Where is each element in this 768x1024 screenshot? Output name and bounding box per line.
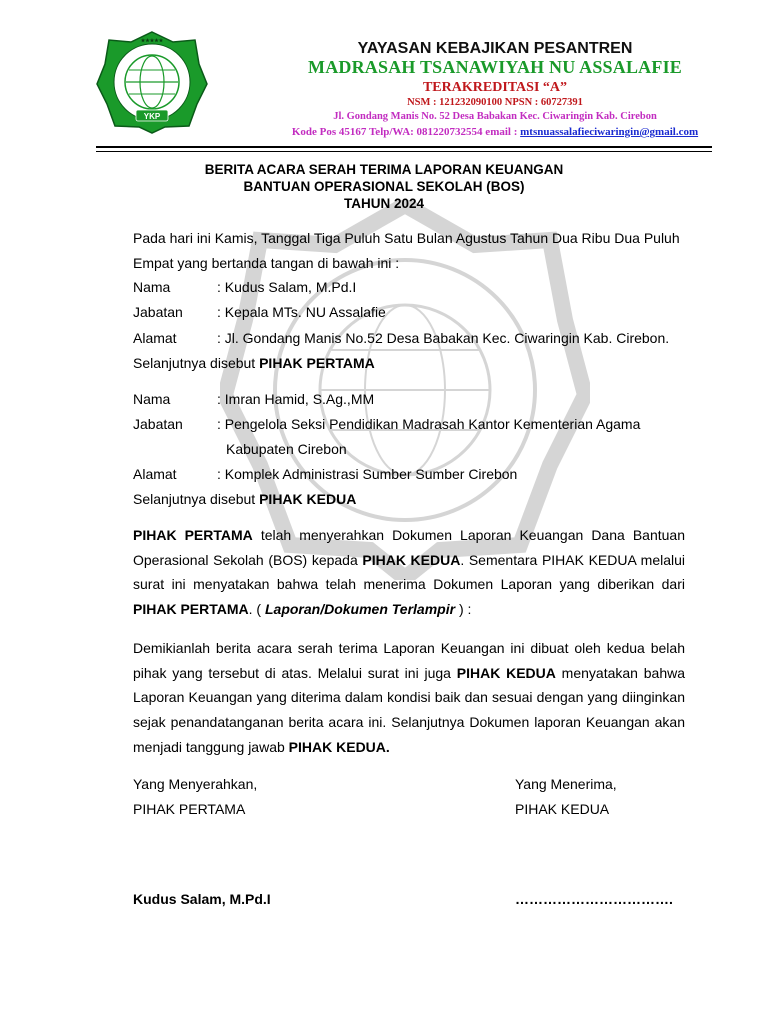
school-logo: [95, 30, 209, 134]
sig-left-role: Yang Menyerahkan,: [133, 776, 258, 792]
sig-left-party: PIHAK PERTAMA: [133, 801, 246, 817]
p1-referred: Selanjutnya disebut PIHAK PERTAMA: [133, 355, 375, 371]
p1-address-label: Alamat: [133, 330, 177, 346]
svg-text:★★★★★: ★★★★★: [140, 38, 164, 44]
sig-right-role: Yang Menerima,: [515, 776, 617, 792]
intro-line1: Pada hari ini Kamis, Tanggal Tiga Puluh Satu Bulan Agustus Tahun Dua Ribu Dua Puluh: [133, 230, 680, 246]
doc-title-line1: BERITA ACARA SERAH TERIMA LAPORAN KEUANGAN: [204, 162, 564, 177]
p2-name-label: Nama: [133, 391, 171, 407]
school-contact: Kode Pos 45167 Telp/WA: 081220732554 email : mtsnuassalafieciwaringin@gmail.com: [291, 126, 699, 138]
paragraph-closing: Demikianlah berita acara serah terima Laporan Keuangan ini dibuat oleh kedua belah pihak yang tersebut di atas. Melalui surat ini juga PIHAK KEDUA menyatakan bahwa Laporan Keuangan yang diterima dalam kondisi baik dan sesuai dengan yang diinginkan sejak penandatanganan berita acara ini. Selanjutnya Dokumen laporan Keuangan akan menjadi tanggung jawab PIHAK KEDUA.: [133, 640, 685, 755]
school-ids: NSM : 121232090100 NPSN : 60727391: [407, 97, 583, 108]
email-link[interactable]: mtsnuassalafieciwaringin@gmail.com: [520, 126, 699, 138]
sig-right-name: …………………………….: [515, 891, 673, 907]
school-address: Jl. Gondang Manis No. 52 Desa Babakan Kec. Ciwaringin Kab. Cirebon: [333, 111, 657, 122]
sig-right-party: PIHAK KEDUA: [515, 801, 610, 817]
p2-position-value: : Pengelola Seksi Pendidikan Madrasah Kantor Kementerian Agama: [217, 416, 641, 432]
accreditation: TERAKREDITASI “A”: [422, 80, 568, 95]
p1-position-value: : Kepala MTs. NU Assalafie: [217, 304, 386, 320]
doc-title-line2: BANTUAN OPERASIONAL SEKOLAH (BOS): [243, 179, 525, 194]
p1-name-value: : Kudus Salam, M.Pd.I: [217, 279, 357, 295]
school-name: MADRASAH TSANAWIYAH NU ASSALAFIE: [308, 57, 682, 77]
p2-address-label: Alamat: [133, 466, 177, 482]
p1-address-value: : Jl. Gondang Manis No.52 Desa Babakan Kec. Ciwaringin Kab. Cirebon.: [217, 330, 670, 346]
sig-left-name: Kudus Salam, M.Pd.I: [133, 891, 271, 907]
p1-position-label: Jabatan: [133, 304, 183, 320]
svg-text:YKP: YKP: [143, 112, 161, 121]
p2-name-value: : Imran Hamid, S.Ag.,MM: [217, 391, 375, 407]
p2-referred: Selanjutnya disebut PIHAK KEDUA: [133, 491, 357, 507]
header-rule-thick: [96, 146, 712, 148]
p1-name-label: Nama: [133, 279, 171, 295]
p2-position-label: Jabatan: [133, 416, 183, 432]
header-rule-thin: [96, 151, 712, 152]
p2-position-value-cont: Kabupaten Cirebon: [226, 441, 347, 457]
doc-title-line3: TAHUN 2024: [343, 196, 425, 211]
p2-address-value: : Komplek Administrasi Sumber Sumber Cirebon: [217, 466, 518, 482]
paragraph-handover: PIHAK PERTAMA telah menyerahkan Dokumen Laporan Keuangan Dana Bantuan Operasional Sekolah (BOS) kepada PIHAK KEDUA. Sementara PIHAK KEDUA melalui surat ini menyatakan bahwa telah menerima Dokumen Laporan yang diberikan dari PIHAK PERTAMA. ( Laporan/Dokumen Terlampir ) :: [133, 527, 686, 618]
intro-line2: Empat yang bertanda tangan di bawah ini :: [133, 255, 400, 271]
foundation-name: YAYASAN KEBAJIKAN PESANTREN: [357, 40, 633, 57]
